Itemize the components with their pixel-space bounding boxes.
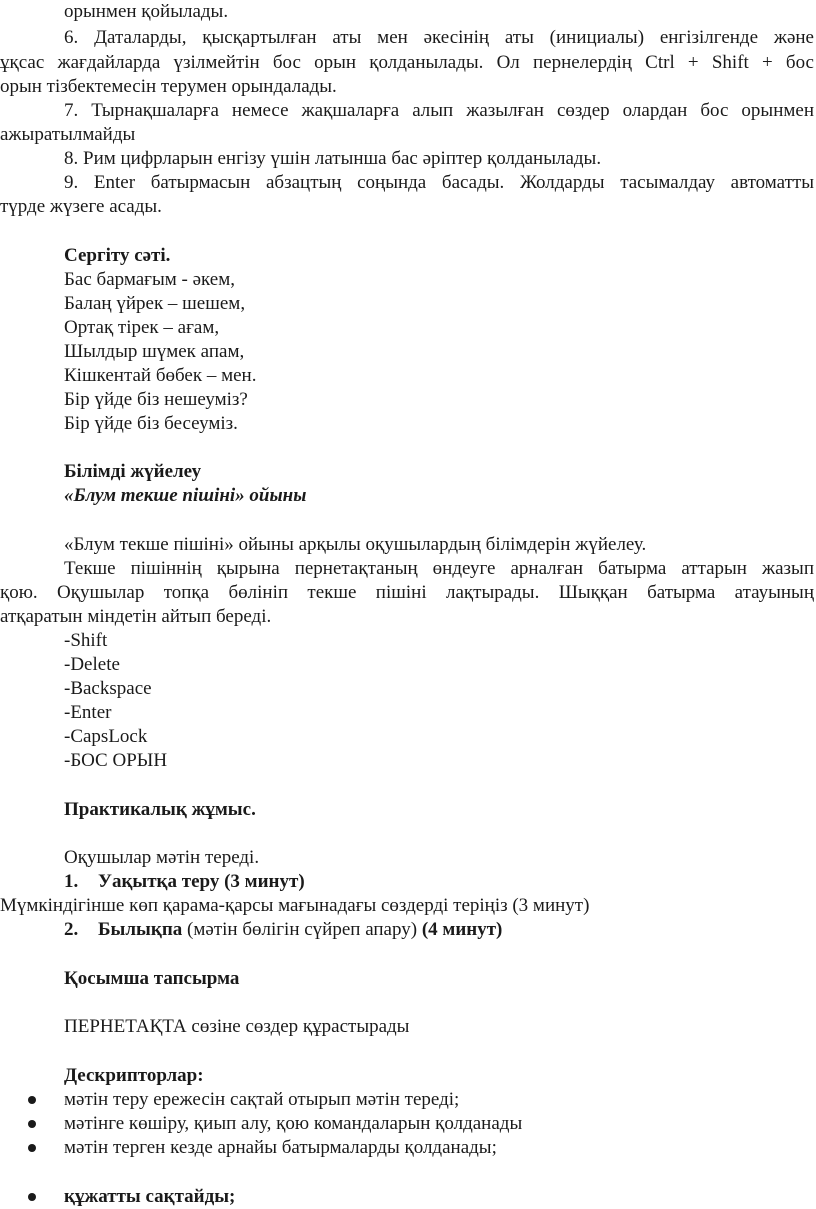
- key-item: -Enter: [64, 702, 112, 723]
- poem-line: Бір үйде біз нешеуміз?: [64, 389, 248, 410]
- task-1: [64, 870, 305, 894]
- key-item: -БОС ОРЫН: [64, 750, 168, 771]
- paragraph-7-line-1: 7. Тырнақшаларға немесе жақшаларға алып жазылған сөздер олардан бос орынмен: [64, 100, 814, 121]
- practice-intro: Оқушылар мәтін тереді.: [64, 847, 260, 868]
- task-1-title: Уақытқа теру (3 минут): [98, 871, 305, 892]
- task-2-title: Былықпа: [98, 919, 183, 940]
- bullet-icon: [28, 1144, 36, 1152]
- descriptors-heading: Дескрипторлар:: [64, 1065, 204, 1086]
- descriptor-item: мәтін терген кезде арнайы батырмаларды қолданады;: [64, 1137, 497, 1158]
- key-item: -Shift: [64, 630, 108, 651]
- task-2-time: (4 минут): [421, 919, 503, 940]
- bullet-icon: [28, 1193, 36, 1201]
- task-2: [64, 918, 502, 942]
- paragraph-8: 8. Рим цифрларын енгізу үшін латынша бас әріптер қолданылады.: [64, 148, 602, 169]
- task-2-number: 2.: [64, 919, 79, 940]
- descriptor-item-last: құжатты сақтайды;: [64, 1186, 236, 1207]
- paragraph-9-line-2: түрде жүзеге асады.: [0, 196, 162, 217]
- game-description: «Блум текше пішіні» ойыны арқылы оқушылардың білімдерін жүйелеу.: [64, 534, 647, 555]
- practice-heading: Практикалық жұмыс.: [64, 799, 256, 820]
- game-title: «Блум текше пішіні» ойыны: [64, 485, 307, 506]
- descriptor-item: мәтін теру ережесін сақтай отырып мәтін тереді;: [64, 1089, 460, 1110]
- paragraph-6-line-3: орын тізбектемесін терумен орындалады.: [0, 76, 337, 97]
- key-item: -CapsLock: [64, 726, 148, 747]
- text-line: орынмен қойылады.: [64, 1, 229, 22]
- bullet-icon: [28, 1096, 36, 1104]
- task-1-number: 1.: [64, 871, 79, 892]
- knowledge-heading: Білімді жүйелеу: [64, 461, 202, 482]
- poem-line: Бас бармағым - әкем,: [64, 269, 235, 290]
- poem-line: Балаң үйрек – шешем,: [64, 293, 246, 314]
- task-2-note: (мәтін бөлігін сүйреп апару): [182, 919, 422, 940]
- bullet-icon: [28, 1120, 36, 1128]
- key-item: -Backspace: [64, 678, 152, 699]
- descriptor-item: мәтінге көшіру, қиып алу, қою командаларын қолданады: [64, 1113, 523, 1134]
- extra-heading: Қосымша тапсырма: [64, 968, 240, 989]
- extra-task: ПЕРНЕТАҚТА сөзіне сөздер құрастырады: [64, 1016, 410, 1037]
- game-rules-line-3: атқаратын міндетін айтып береді.: [0, 606, 272, 627]
- poem-line: Шылдыр шүмек апам,: [64, 341, 245, 362]
- paragraph-6-line-2: ұқсас жағдайларда үзілмейтін бос орын қолданылады. Ол пернелердің Ctrl + Shift + бос: [0, 52, 814, 73]
- paragraph-9-line-1: 9. Enter батырмасын абзацтың соңында басады. Жолдарды тасымалдау автоматты: [64, 172, 814, 193]
- poem-line: Бір үйде біз бесеуміз.: [64, 413, 238, 434]
- poem-line: Кішкентай бөбек – мен.: [64, 365, 257, 386]
- game-rules-line-2: қою. Оқушылар топқа бөлініп текше пішіні лақтырады. Шыққан батырма атауының: [0, 582, 814, 603]
- task-1-description: Мүмкіндігінше көп қарама-қарсы мағынадағы сөздерді теріңіз (3 минут): [0, 895, 590, 916]
- relax-heading: Сергіту сәті.: [64, 245, 171, 266]
- poem-line: Ортақ тірек – ағам,: [64, 317, 220, 338]
- key-item: -Delete: [64, 654, 120, 675]
- paragraph-6-line-1: 6. Даталарды, қысқартылған аты мен әкесінің аты (инициалы) енгізілгенде және: [64, 27, 814, 48]
- game-rules-line-1: Текше пішіннің қырына пернетақтаның өндеуге арналған батырма аттарын жазып: [64, 558, 814, 579]
- paragraph-7-line-2: ажыратылмайды: [0, 124, 136, 145]
